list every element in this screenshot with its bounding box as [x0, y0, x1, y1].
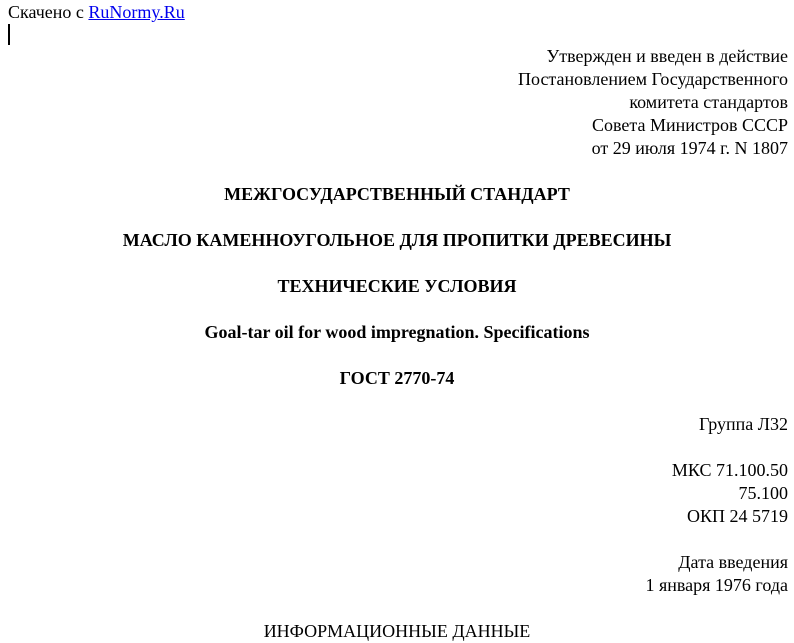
approval-line-1: Утвержден и введен в действие [546, 46, 788, 66]
approval-line-4: Совета Министров СССР [592, 115, 788, 135]
approval-line-2: Постановлением Государственного [518, 69, 788, 89]
approval-line-5: от 29 июля 1974 г. N 1807 [591, 138, 788, 158]
info-heading: ИНФОРМАЦИОННЫЕ ДАННЫЕ [263, 621, 531, 641]
classification-line-2: 75.100 [738, 483, 788, 503]
approval-block [518, 45, 788, 160]
standard-code: ГОСТ 2770-74 [339, 368, 455, 388]
standard-type-title: МЕЖГОСУДАРСТВЕННЫЙ СТАНДАРТ [224, 184, 570, 204]
classification-block [672, 459, 788, 528]
standard-subtitle: ТЕХНИЧЕСКИЕ УСЛОВИЯ [277, 276, 517, 296]
english-title: Goal-tar oil for wood impregnation. Specifications [204, 322, 590, 342]
standard-name-title: МАСЛО КАМЕННОУГОЛЬНОЕ ДЛЯ ПРОПИТКИ ДРЕВЕСИНЫ [122, 230, 672, 250]
source-line [8, 1, 185, 24]
introduction-label: Дата введения [678, 552, 788, 572]
introduction-block [645, 551, 788, 597]
group-label: Группа Л32 [699, 414, 788, 434]
source-link[interactable]: RuNormy.Ru [88, 2, 185, 22]
introduction-date: 1 января 1976 года [645, 575, 788, 595]
downloaded-prefix: Скачено с [8, 2, 84, 22]
approval-line-3: комитета стандартов [629, 92, 788, 112]
classification-line-3: ОКП 24 5719 [686, 506, 788, 526]
classification-line-1: МКС 71.100.50 [671, 460, 788, 480]
text-cursor [8, 24, 10, 45]
